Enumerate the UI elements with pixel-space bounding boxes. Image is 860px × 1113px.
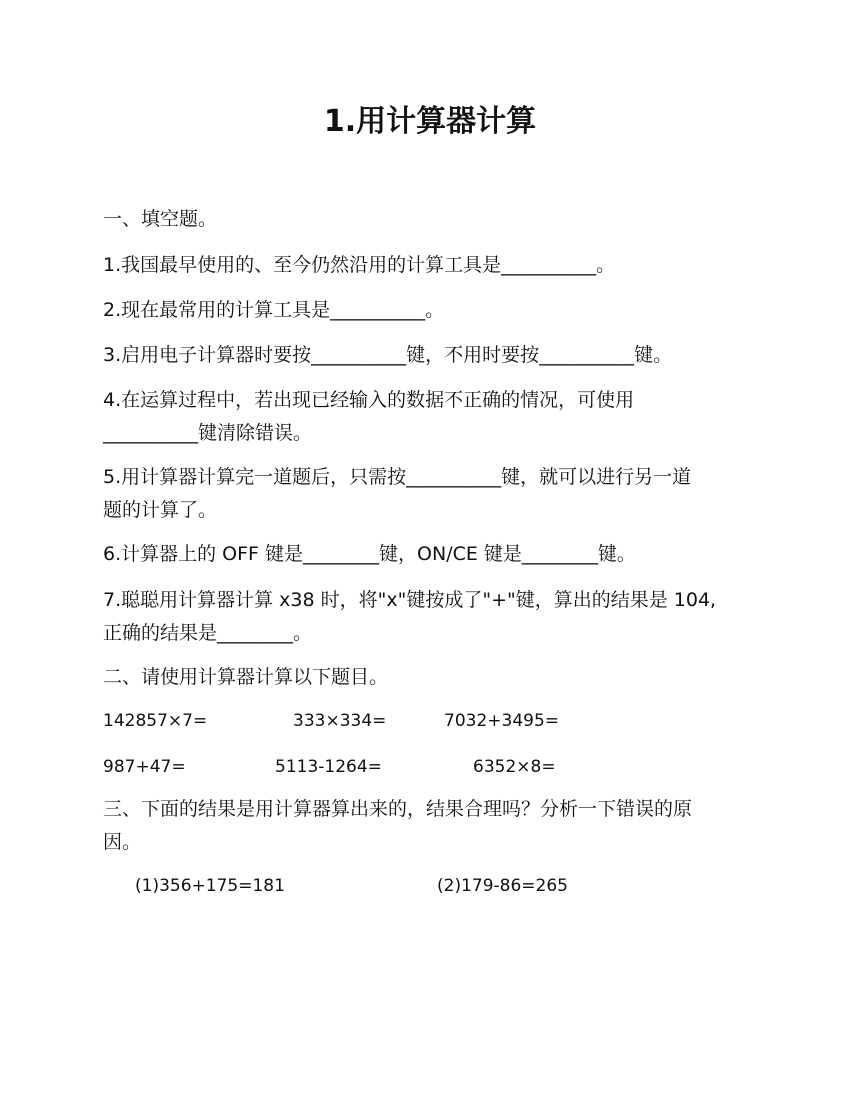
question-1: 1.我国最早使用的、至今仍然沿用的计算工具是__________。 xyxy=(103,254,616,276)
result-item: (2)179-86=265 xyxy=(437,876,568,896)
page-title: 1.用计算器计算 xyxy=(323,104,537,139)
section3-heading-line1: 三、下面的结果是用计算器算出来的，结果合理吗？分析一下错误的原 xyxy=(103,798,693,820)
calc-problem: 142857×7= xyxy=(103,711,208,731)
calc-problem: 7032+3495= xyxy=(444,711,560,731)
question-5-line2: 题的计算了。 xyxy=(103,499,218,521)
calc-problem: 6352×8= xyxy=(473,757,556,777)
calc-problem: 987+47= xyxy=(103,757,186,777)
question-6: 6.计算器上的 OFF 键是________键，ON/CE 键是________键。 xyxy=(103,543,636,565)
question-2: 2.现在最常用的计算工具是__________。 xyxy=(103,299,445,321)
section1-heading: 一、填空题。 xyxy=(103,208,218,230)
calc-problem: 5113-1264= xyxy=(275,757,382,777)
question-7-line1: 7.聪聪用计算器计算 x38 时，将"x"键按成了"+"键，算出的结果是 104, xyxy=(103,589,717,611)
question-4-line1: 4.在运算过程中，若出现已经输入的数据不正确的情况，可使用 xyxy=(103,389,635,411)
section2-heading: 二、请使用计算器计算以下题目。 xyxy=(103,666,389,688)
question-3: 3.启用电子计算器时要按__________键，不用时要按__________键。 xyxy=(103,344,673,366)
result-item: (1)356+175=181 xyxy=(135,876,285,896)
section3-heading-line2: 因。 xyxy=(103,831,142,853)
calc-problem: 333×334= xyxy=(293,711,387,731)
question-5-line1: 5.用计算器计算完一道题后，只需按__________键，就可以进行另一道 xyxy=(103,466,692,488)
question-7-line2: 正确的结果是________。 xyxy=(103,622,313,644)
question-4-line2: __________键清除错误。 xyxy=(103,422,313,444)
